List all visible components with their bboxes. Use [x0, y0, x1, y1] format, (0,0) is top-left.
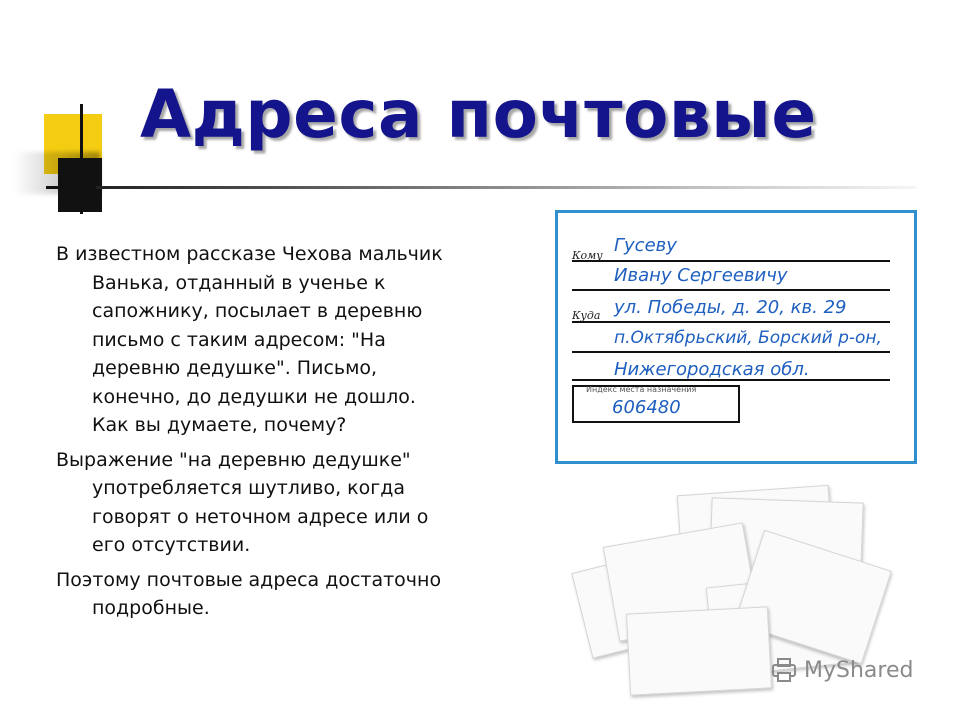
decorative-corner [0, 0, 140, 230]
slide-title: Адреса почтовые [140, 76, 817, 153]
envelope-address-card [555, 210, 917, 464]
label-to: Кому [572, 249, 603, 262]
recipient-surname: Гусеву [614, 235, 677, 256]
postal-index-value: 606480 [612, 397, 681, 418]
line-to [572, 260, 890, 262]
title-divider [96, 186, 916, 189]
printer-icon [770, 656, 798, 684]
line-street [572, 321, 890, 323]
vertical-line [80, 104, 83, 214]
slide-body [56, 240, 456, 629]
line-name [572, 289, 890, 291]
envelope-image [626, 606, 772, 695]
paragraph-conclusion: Поэтому почтовые адреса достаточно подробные. [56, 568, 442, 619]
postal-index-caption: Индекс места назначения [586, 385, 697, 394]
watermark-text: MyShared [804, 657, 914, 683]
line-settlement [572, 351, 890, 353]
watermark [770, 656, 913, 684]
address-region: Нижегородская обл. [614, 359, 810, 380]
paragraph-chekhov: В известном рассказе Чехова мальчик Ванька, отданный в ученье к сапожнику, посылает в деревню письмо с таким адресом: "На деревню дедушке". Письмо, конечно, до дедушки не дошло. Как вы думаете, почему? [56, 243, 443, 436]
address-street: ул. Победы, д. 20, кв. 29 [614, 297, 847, 318]
label-where: Куда [572, 309, 601, 322]
paragraph-expression: Выражение "на деревню дедушке" употребляется шутливо, когда говорят о неточном адресе или о его отсутствии. [56, 448, 429, 556]
recipient-name: Ивану Сергеевичу [614, 265, 788, 286]
address-settlement: п.Октябрьский, Борский р-он, [614, 328, 882, 348]
